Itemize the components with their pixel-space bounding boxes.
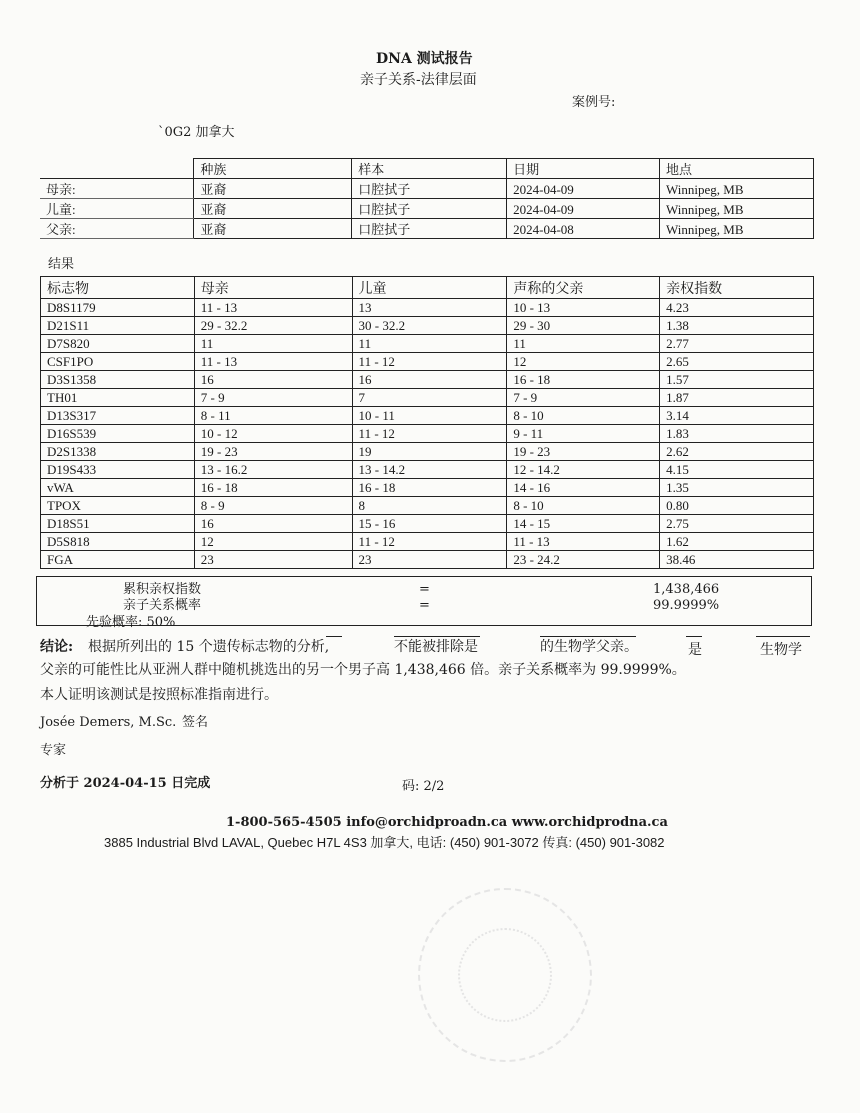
race-cell: 亚裔 (194, 219, 352, 239)
probability-value: 99.9999% (653, 598, 720, 613)
child-allele-cell: 16 (352, 371, 507, 389)
table-row (41, 299, 814, 317)
child-allele-cell: 30 - 32.2 (352, 317, 507, 335)
alleged-father-allele-cell: 8 - 10 (507, 407, 660, 425)
header-location: 地点 (660, 159, 814, 179)
child-allele-cell: 23 (352, 551, 507, 569)
child-allele-cell: 16 - 18 (352, 479, 507, 497)
address-line: 3885 Industrial Blvd LAVAL, Quebec H7L 4S3 加拿大, 电话: (450) 901-3072 传真: (450) 901-3082 (104, 835, 665, 850)
table-row (41, 407, 814, 425)
conclusion-line2: 父亲的可能性比从亚洲人群中随机挑选出的另一个男子高 1,438,466 倍。亲子关系概率为 99.9999%。 (40, 662, 686, 678)
marker-cell: D8S1179 (41, 299, 195, 317)
sample-table-header (40, 159, 814, 179)
marker-cell: D3S1358 (41, 371, 195, 389)
sample-cell: 口腔拭子 (352, 219, 507, 239)
paternity-index-cell: 1.62 (660, 533, 814, 551)
alleged-father-allele-cell: 11 (507, 335, 660, 353)
marker-cell: D18S51 (41, 515, 195, 533)
paternity-index-cell: 1.87 (660, 389, 814, 407)
header-date: 日期 (507, 159, 660, 179)
table-row (41, 353, 814, 371)
paternity-index-cell: 4.23 (660, 299, 814, 317)
header-sample: 样本 (352, 159, 507, 179)
row-label: 父亲: (40, 219, 194, 239)
date-cell: 2024-04-09 (507, 199, 660, 219)
date-cell: 2024-04-09 (507, 179, 660, 199)
paternity-index-cell: 38.46 (660, 551, 814, 569)
paternity-index-cell: 3.14 (660, 407, 814, 425)
marker-cell: vWA (41, 479, 195, 497)
alleged-father-allele-cell: 19 - 23 (507, 443, 660, 461)
mother-allele-cell: 13 - 16.2 (194, 461, 352, 479)
paternity-index-cell: 0.80 (660, 497, 814, 515)
column-header: 标志物 (41, 277, 195, 299)
marker-table (40, 276, 814, 569)
alleged-father-allele-cell: 16 - 18 (507, 371, 660, 389)
blank-line (756, 636, 810, 637)
mother-allele-cell: 16 - 18 (194, 479, 352, 497)
mother-allele-cell: 11 - 13 (194, 299, 352, 317)
certification-text: 本人证明该测试是按照标准指南进行。 (40, 687, 278, 703)
blank-line (326, 636, 342, 637)
mother-allele-cell: 7 - 9 (194, 389, 352, 407)
alleged-father-allele-cell: 8 - 10 (507, 497, 660, 515)
signature-label: 签名 (182, 715, 209, 730)
marker-cell: D16S539 (41, 425, 195, 443)
marker-cell: D2S1338 (41, 443, 195, 461)
signer-name: Josée Demers, M.Sc. (40, 715, 177, 730)
table-row (41, 479, 814, 497)
marker-cell: D13S317 (41, 407, 195, 425)
child-allele-cell: 13 - 14.2 (352, 461, 507, 479)
seal-emboss-inner (458, 928, 552, 1022)
marker-cell: D19S433 (41, 461, 195, 479)
sample-cell: 口腔拭子 (352, 179, 507, 199)
conclusion-part2: 不能被排除是 (394, 639, 478, 655)
row-label: 母亲: (40, 179, 194, 199)
alleged-father-allele-cell: 29 - 30 (507, 317, 660, 335)
blank-line (394, 636, 480, 637)
table-row (41, 497, 814, 515)
analysis-date: 分析于 2024-04-15 日完成 (40, 776, 211, 791)
mother-allele-cell: 23 (194, 551, 352, 569)
paternity-index-cell: 2.65 (660, 353, 814, 371)
probability-equals: = (419, 598, 430, 613)
mother-allele-cell: 8 - 9 (194, 497, 352, 515)
marker-cell: D21S11 (41, 317, 195, 335)
table-row (41, 461, 814, 479)
location-cell: Winnipeg, MB (660, 179, 814, 199)
child-allele-cell: 11 - 12 (352, 425, 507, 443)
marker-cell: D7S820 (41, 335, 195, 353)
alleged-father-allele-cell: 12 - 14.2 (507, 461, 660, 479)
alleged-father-allele-cell: 14 - 16 (507, 479, 660, 497)
mother-allele-cell: 11 - 13 (194, 353, 352, 371)
alleged-father-allele-cell: 23 - 24.2 (507, 551, 660, 569)
child-allele-cell: 8 (352, 497, 507, 515)
case-number-label: 案例号: (572, 95, 616, 110)
table-row (41, 389, 814, 407)
prior-probability: 先验概率: 50% (86, 615, 176, 630)
conclusion-part3: 的生物学父亲。 (540, 639, 638, 655)
results-heading: 结果 (48, 257, 75, 272)
conclusion-part1: 根据所列出的 15 个遗传标志物的分析, (88, 639, 330, 655)
conclusion-label: 结论: (40, 639, 74, 655)
child-allele-cell: 13 (352, 299, 507, 317)
marker-cell: CSF1PO (41, 353, 195, 371)
column-header: 儿童 (352, 277, 507, 299)
conclusion-part4: 是 (688, 642, 702, 658)
marker-cell: FGA (41, 551, 195, 569)
marker-table-header (41, 277, 814, 299)
table-row (41, 317, 814, 335)
child-allele-cell: 11 - 12 (352, 533, 507, 551)
conclusion-part5: 生物学 (760, 642, 802, 658)
mother-allele-cell: 11 (194, 335, 352, 353)
paternity-index-cell: 4.15 (660, 461, 814, 479)
child-allele-cell: 15 - 16 (352, 515, 507, 533)
table-row (41, 551, 814, 569)
cpi-label: 累积亲权指数 (123, 582, 202, 597)
paternity-index-cell: 1.38 (660, 317, 814, 335)
table-row (41, 443, 814, 461)
column-header: 亲权指数 (660, 277, 814, 299)
probability-label: 亲子关系概率 (123, 598, 202, 613)
report-title: DNA 测试报告 (376, 51, 473, 67)
date-cell: 2024-04-08 (507, 219, 660, 239)
table-row (41, 515, 814, 533)
location-cell: Winnipeg, MB (660, 199, 814, 219)
blank-line (686, 636, 702, 637)
alleged-father-allele-cell: 10 - 13 (507, 299, 660, 317)
mother-allele-cell: 8 - 11 (194, 407, 352, 425)
blank-line (540, 636, 636, 637)
child-allele-cell: 11 (352, 335, 507, 353)
page-code: 码: 2/2 (402, 779, 445, 794)
cpi-equals: = (419, 582, 430, 597)
race-cell: 亚裔 (194, 179, 352, 199)
column-header: 母亲 (194, 277, 352, 299)
header-race: 种族 (194, 159, 352, 179)
mother-allele-cell: 16 (194, 371, 352, 389)
table-row (41, 371, 814, 389)
marker-cell: D5S818 (41, 533, 195, 551)
child-allele-cell: 7 (352, 389, 507, 407)
row-label: 儿童: (40, 199, 194, 219)
table-row (41, 425, 814, 443)
sample-cell: 口腔拭子 (352, 199, 507, 219)
alleged-father-allele-cell: 9 - 11 (507, 425, 660, 443)
paternity-index-cell: 1.57 (660, 371, 814, 389)
paternity-index-cell: 2.77 (660, 335, 814, 353)
location-cell: Winnipeg, MB (660, 219, 814, 239)
sample-row-father (40, 219, 814, 239)
paternity-index-cell: 2.62 (660, 443, 814, 461)
cpi-value: 1,438,466 (653, 582, 720, 597)
child-allele-cell: 19 (352, 443, 507, 461)
sample-row-child (40, 199, 814, 219)
alleged-father-allele-cell: 7 - 9 (507, 389, 660, 407)
mother-allele-cell: 19 - 23 (194, 443, 352, 461)
marker-cell: TPOX (41, 497, 195, 515)
alleged-father-allele-cell: 14 - 15 (507, 515, 660, 533)
child-allele-cell: 11 - 12 (352, 353, 507, 371)
report-subtitle: 亲子关系-法律层面 (360, 72, 477, 88)
contact-line: 1-800-565-4505 info@orchidproadn.ca www.orchidprodna.ca (226, 815, 668, 830)
sample-table (40, 158, 814, 239)
mother-allele-cell: 29 - 32.2 (194, 317, 352, 335)
child-allele-cell: 10 - 11 (352, 407, 507, 425)
table-row (41, 335, 814, 353)
address-fragment: `0G2 加拿大 (158, 125, 235, 140)
sample-row-mother (40, 179, 814, 199)
mother-allele-cell: 10 - 12 (194, 425, 352, 443)
marker-cell: TH01 (41, 389, 195, 407)
paternity-index-cell: 2.75 (660, 515, 814, 533)
table-row (41, 533, 814, 551)
race-cell: 亚裔 (194, 199, 352, 219)
alleged-father-allele-cell: 12 (507, 353, 660, 371)
column-header: 声称的父亲 (507, 277, 660, 299)
paternity-index-cell: 1.83 (660, 425, 814, 443)
mother-allele-cell: 16 (194, 515, 352, 533)
signer-title: 专家 (40, 743, 67, 758)
mother-allele-cell: 12 (194, 533, 352, 551)
alleged-father-allele-cell: 11 - 13 (507, 533, 660, 551)
paternity-index-cell: 1.35 (660, 479, 814, 497)
